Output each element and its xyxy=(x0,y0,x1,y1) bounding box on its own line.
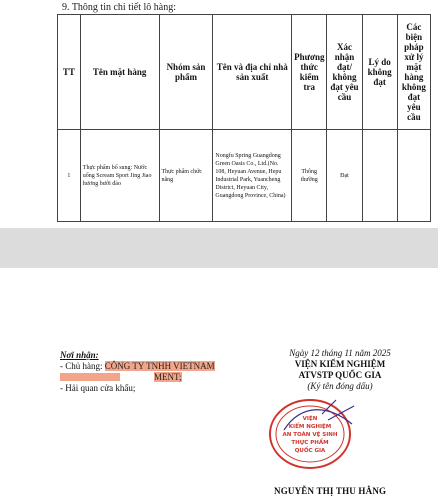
cell-method: Thông thường xyxy=(292,130,327,222)
header-no: TT xyxy=(58,15,81,130)
recipients-label: Nơi nhận: xyxy=(60,350,99,360)
cell-group: Thực phẩm chức năng xyxy=(159,130,213,222)
cell-producer: Nongfu Spring Guangdong Green Oasis Co., Ltd.(No. 108, Heyuan Avenue, Hepu Industrial Park, Yuancheng District, Heyuan City, Guangdong Province, China) xyxy=(213,130,292,222)
recipient-owner-cont xyxy=(60,372,215,383)
cell-reason xyxy=(362,130,397,222)
table-header-row xyxy=(58,15,431,130)
signer-note: (Ký tên đóng dấu) xyxy=(307,381,373,391)
svg-text:AN TOÀN VỆ SINH: AN TOÀN VỆ SINH xyxy=(282,432,338,438)
header-producer: Tên và địa chỉ nhà sản xuất xyxy=(213,15,292,130)
redaction-mark xyxy=(60,373,120,381)
cell-confirm: Đạt xyxy=(327,130,362,222)
recipient-company-highlight: CÔNG TY TNHH VIETNAM xyxy=(104,361,215,371)
signer-org-line1: VIỆN KIỂM NGHIỆM xyxy=(294,359,386,369)
table-row xyxy=(58,130,431,222)
cell-name: Thực phẩm bổ sung: Nước uống Scream Sport Jing Jiao hương bưởi đảo xyxy=(80,130,159,222)
header-method: Phương thức kiểm tra xyxy=(292,15,327,130)
cell-no: 1 xyxy=(58,130,81,222)
section-title: 9. Thông tin chi tiết lô hàng: xyxy=(62,2,176,13)
svg-text:VIỆN: VIỆN xyxy=(302,416,318,422)
recipient-owner-prefix: - Chủ hàng: xyxy=(60,361,105,371)
header-measures: Các biện pháp xử lý mặt hàng không đạt yêu cầu xyxy=(397,15,430,130)
header-name: Tên mặt hàng xyxy=(80,15,159,130)
header-group: Nhóm sản phẩm xyxy=(159,15,213,130)
header-confirm: Xác nhận đạt/ không đạt yêu cầu xyxy=(327,15,362,130)
signer-name: NGUYỄN THỊ THU HẰNG xyxy=(274,486,387,496)
recipient-customs: - Hải quan cửa khẩu; xyxy=(60,383,136,393)
cell-measures xyxy=(397,130,430,222)
header-reason: Lý do không đạt xyxy=(362,15,397,130)
svg-text:QUỐC GIA: QUỐC GIA xyxy=(294,448,326,454)
svg-text:KIỂM NGHIỆM: KIỂM NGHIỆM xyxy=(288,424,332,430)
shipment-details-table xyxy=(57,14,431,222)
recipient-owner xyxy=(60,361,215,372)
official-stamp xyxy=(262,396,358,472)
recipient-company-highlight-2: MENT; xyxy=(154,372,182,382)
recipients-block xyxy=(60,350,215,394)
signer-block xyxy=(260,348,420,392)
svg-text:THỰC PHẨM: THỰC PHẨM xyxy=(291,440,329,446)
signer-org-line2: ATVSTP QUỐC GIA xyxy=(298,370,382,380)
signing-date: Ngày 12 tháng 11 năm 2025 xyxy=(289,348,391,358)
